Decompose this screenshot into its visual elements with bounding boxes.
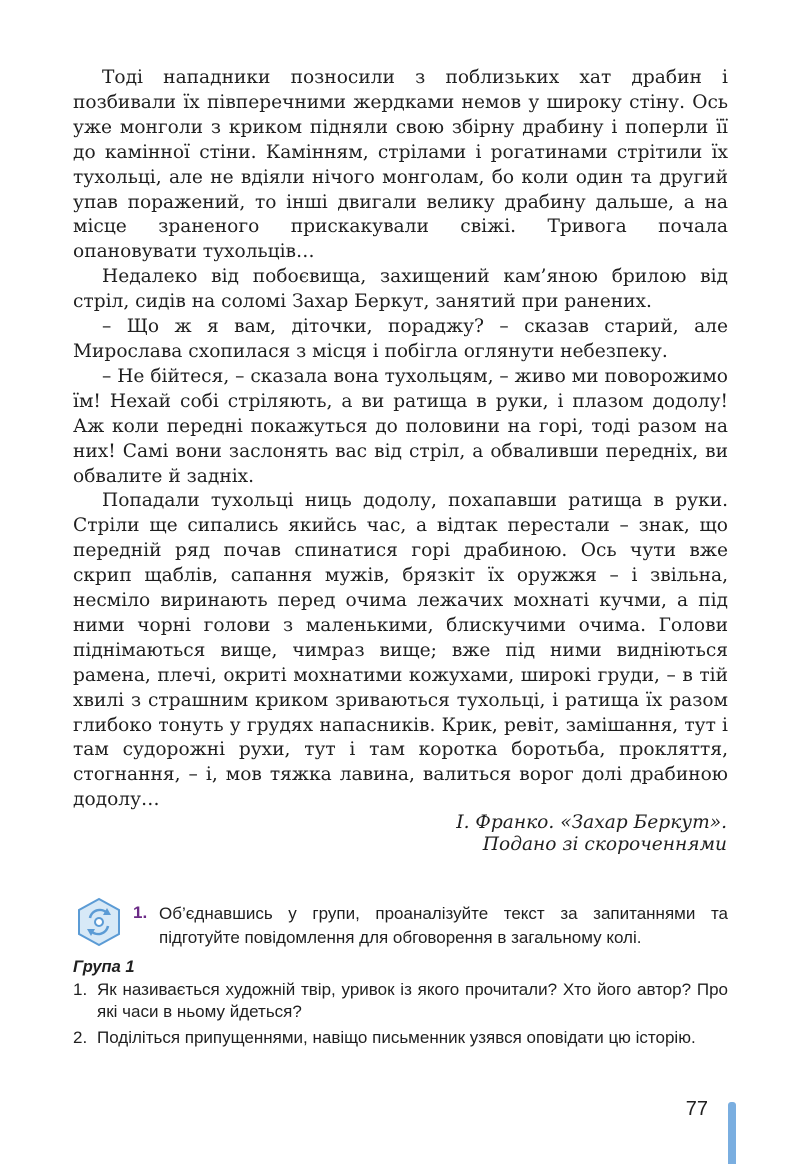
question-number: 2.: [73, 1028, 88, 1047]
question-text: Поділіться припущеннями, навіщо письменник узявся оповідати цю історію.: [97, 1028, 696, 1047]
group-discussion-icon: [73, 896, 125, 948]
task-number: 1.: [133, 903, 148, 922]
page-side-bar: [728, 1102, 736, 1164]
group-title: Група 1: [73, 958, 135, 976]
question-number: 1.: [73, 980, 88, 999]
attribution-source: І. Франко. «Захар Беркут».: [456, 812, 727, 833]
question-list: [73, 979, 728, 1053]
story-paragraph: – Не бійтеся, – сказала вона тухольцям, – живо ми поворожимо їм! Нехай собі стріляють, а ви ратища в руки, і плазом додолу! Аж коли передні покажуться до половини на горі, тоді разом на них! Самі вони заслонять вас від стріл, а обваливши передніх, ви обвалите й задніх.: [73, 365, 728, 487]
attribution: [456, 812, 727, 856]
story-paragraph: Попадали тухольці ниць додолу, похапавши ратища в руки. Стріли ще сипались якийсь час, а відтак перестали – знак, що передній ряд почав спинатися горі драбиною. Ось чути вже скрип щаблів, сапання мужів, брязкіт їх оружжя – і звільна, несміло виринають перед очима лежачих мохнаті кучми, а під ними чорні голови з маленькими, блискучими очима. Голови піднімаються вище, чимраз вище; вже під ними видніються рамена, плечі, окриті мохнатими кожухами, широкі груди, – в тій хвилі з страшним криком зриваються тухольці, і ратища їх разом глибоко тонуть у грудях напасників. Крик, ревіт, замішання, тут і там судорожні рухи, тут і там коротка боротьба, прокляття, стогнання, – і, мов тяжка лавина, валиться ворог долі драбиною додолу…: [73, 490, 728, 811]
attribution-note: Подано зі скороченнями: [482, 834, 727, 855]
question-text: Як називається художній твір, уривок із якого прочитали? Хто його автор? Про які часи в ньому йдеться?: [97, 980, 728, 1021]
task-instructions: Об’єднавшись у групи, проаналізуйте текст за запитаннями та підготуйте повідомлення для обговорення в загальному колі.: [159, 904, 728, 947]
story-paragraph: – Що ж я вам, діточки, пораджу? – сказав старий, але Мирослава схопилася з місця і побігла оглянути небезпеку.: [73, 316, 728, 362]
page-number: 77: [685, 1098, 708, 1120]
list-item: [73, 979, 728, 1023]
list-item: [73, 1027, 728, 1049]
story-paragraph: Тоді нападники позносили з поблизьких хат драбин і позбивали їх півперечними жердками немов у широку стіну. Ось уже монголи з криком підняли свою збірну драбину і поперли її до камінної стіни. Камінням, стрілами і рогатинами стрітили їх тухольці, але не вдіяли нічого монголам, бо коли один та другий упав поражений, то інші двигали велику драбину дальше, а на місце зраненого прискакували свіжі. Тривога почала опановувати тухольців…: [73, 67, 728, 263]
story-text: [73, 66, 728, 813]
story-paragraph: Недалеко від побоєвища, захищений кам’яною брилою від стріл, сидів на соломі Захар Беркут, занятий при ранених.: [73, 266, 728, 313]
